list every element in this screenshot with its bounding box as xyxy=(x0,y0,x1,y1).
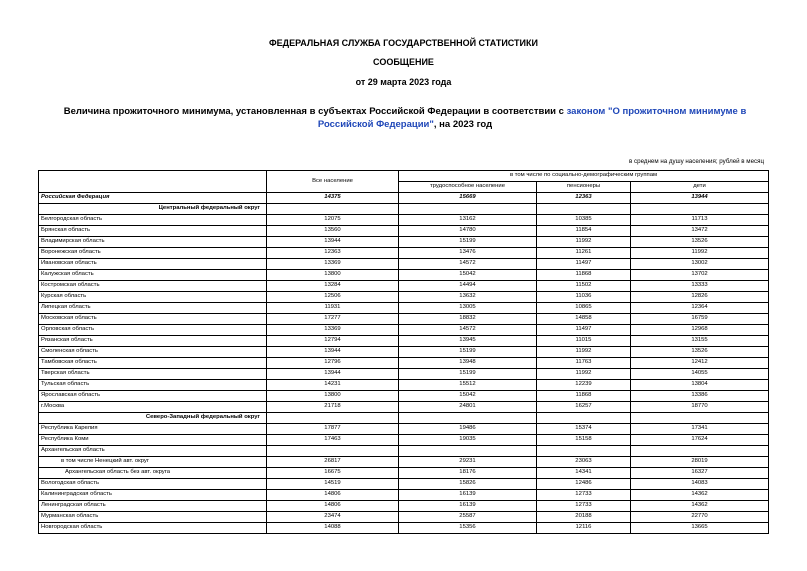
table-row xyxy=(39,369,769,380)
pensioners-cell xyxy=(537,446,631,457)
region-name-cell: Республика Коми xyxy=(39,435,267,446)
region-name-cell: Калининградская область xyxy=(39,490,267,501)
table-row xyxy=(39,193,769,204)
children-cell: 28019 xyxy=(631,457,769,468)
table-row xyxy=(39,215,769,226)
region-name-cell: г.Москва xyxy=(39,402,267,413)
working-population-cell: 15669 xyxy=(399,193,537,204)
working-population-cell: 15512 xyxy=(399,380,537,391)
region-name-cell: Воронежская область xyxy=(39,248,267,259)
all-population-cell: 14519 xyxy=(267,479,399,490)
working-population-cell xyxy=(399,413,537,424)
working-population-cell: 13945 xyxy=(399,336,537,347)
table-row xyxy=(39,435,769,446)
pensioners-cell: 11036 xyxy=(537,292,631,303)
pensioners-cell xyxy=(537,413,631,424)
pensioners-cell: 11854 xyxy=(537,226,631,237)
all-population-cell: 14806 xyxy=(267,501,399,512)
children-cell: 11992 xyxy=(631,248,769,259)
region-name-cell: Мурманская область xyxy=(39,512,267,523)
pensioners-cell: 12239 xyxy=(537,380,631,391)
region-name-cell: Северо-Западный федеральный округ xyxy=(39,413,267,424)
groups-header: в том числе по социально-демографическим группам xyxy=(399,171,769,182)
children-cell: 16327 xyxy=(631,468,769,479)
all-population-cell: 23474 xyxy=(267,512,399,523)
children-header: дети xyxy=(631,182,769,193)
subject-text-before: Величина прожиточного минимума, установленная в субъектах Российской Федерации в соответствии с xyxy=(63,106,567,117)
region-name-cell: Орловская область xyxy=(39,325,267,336)
working-population-cell: 13632 xyxy=(399,292,537,303)
region-name-cell: Белгородская область xyxy=(39,215,267,226)
all-population-cell: 17463 xyxy=(267,435,399,446)
working-population-cell: 25587 xyxy=(399,512,537,523)
children-cell: 13944 xyxy=(631,193,769,204)
all-population-cell: 13944 xyxy=(267,369,399,380)
working-population-cell: 13162 xyxy=(399,215,537,226)
children-cell: 22770 xyxy=(631,512,769,523)
pensioners-cell: 11992 xyxy=(537,237,631,248)
units-note: в среднем на душу населения; рублей в месяц xyxy=(629,158,764,165)
table-row xyxy=(39,512,769,523)
message-date: от 29 марта 2023 года xyxy=(355,77,452,87)
working-population-cell: 13476 xyxy=(399,248,537,259)
working-population-cell: 24801 xyxy=(399,402,537,413)
working-population-cell: 14572 xyxy=(399,325,537,336)
all-population-cell: 12506 xyxy=(267,292,399,303)
region-name-cell: Архангельская область без авт. округа xyxy=(39,468,267,479)
all-population-cell: 13369 xyxy=(267,259,399,270)
working-population-cell: 14494 xyxy=(399,281,537,292)
working-population-cell: 13005 xyxy=(399,303,537,314)
table-row xyxy=(39,490,769,501)
agency-title: ФЕДЕРАЛЬНАЯ СЛУЖБА ГОСУДАРСТВЕННОЙ СТАТИСТИКИ xyxy=(269,38,538,48)
working-population-cell: 15356 xyxy=(399,523,537,534)
children-cell: 13002 xyxy=(631,259,769,270)
all-population-cell: 12796 xyxy=(267,358,399,369)
working-population-cell xyxy=(399,204,537,215)
all-population-cell: 17277 xyxy=(267,314,399,325)
pensioners-cell xyxy=(537,204,631,215)
children-cell: 14083 xyxy=(631,479,769,490)
all-population-cell: 14806 xyxy=(267,490,399,501)
table-row xyxy=(39,237,769,248)
working-population-cell: 14780 xyxy=(399,226,537,237)
region-name-cell: Калужская область xyxy=(39,270,267,281)
table-body xyxy=(39,193,769,534)
children-cell: 18770 xyxy=(631,402,769,413)
pensioners-cell: 11502 xyxy=(537,281,631,292)
pensioners-cell: 23063 xyxy=(537,457,631,468)
children-cell: 13472 xyxy=(631,226,769,237)
law-link[interactable]: законом "О прожиточном минимуме в Российской Федерации" xyxy=(317,106,747,130)
all-population-cell: 13560 xyxy=(267,226,399,237)
working-population-cell: 19486 xyxy=(399,424,537,435)
table-row xyxy=(39,259,769,270)
children-cell: 12412 xyxy=(631,358,769,369)
region-name-cell: Рязанская область xyxy=(39,336,267,347)
children-cell xyxy=(631,413,769,424)
table-row xyxy=(39,347,769,358)
table-row xyxy=(39,292,769,303)
region-name-cell: Владимирская область xyxy=(39,237,267,248)
children-cell: 16759 xyxy=(631,314,769,325)
all-population-cell: 14231 xyxy=(267,380,399,391)
region-name-cell: Ивановская область xyxy=(39,259,267,270)
all-population-cell: 12794 xyxy=(267,336,399,347)
all-population-header: Все население xyxy=(267,171,399,193)
all-population-cell: 14375 xyxy=(267,193,399,204)
table-row xyxy=(39,446,769,457)
working-population-cell: 13948 xyxy=(399,358,537,369)
working-population-cell: 16139 xyxy=(399,490,537,501)
table-row xyxy=(39,226,769,237)
table-row xyxy=(39,314,769,325)
table-row xyxy=(39,479,769,490)
pensioners-cell: 11015 xyxy=(537,336,631,347)
region-name-cell: Ленинградская область xyxy=(39,501,267,512)
region-name-cell: Центральный федеральный округ xyxy=(39,204,267,215)
children-cell: 14362 xyxy=(631,501,769,512)
children-cell: 12826 xyxy=(631,292,769,303)
all-population-cell xyxy=(267,446,399,457)
pensioners-cell: 11497 xyxy=(537,259,631,270)
all-population-cell: 11931 xyxy=(267,303,399,314)
children-cell: 12968 xyxy=(631,325,769,336)
region-column-header xyxy=(39,171,267,193)
children-cell: 14055 xyxy=(631,369,769,380)
region-name-cell: Брянская область xyxy=(39,226,267,237)
children-cell xyxy=(631,204,769,215)
region-name-cell: Новгородская область xyxy=(39,523,267,534)
pensioners-cell: 10385 xyxy=(537,215,631,226)
all-population-cell: 13944 xyxy=(267,347,399,358)
working-population-cell: 15199 xyxy=(399,347,537,358)
table-row xyxy=(39,457,769,468)
subsistence-minimum-table xyxy=(38,170,769,534)
all-population-cell: 16675 xyxy=(267,468,399,479)
region-name-cell: в том числе Ненецкий авт. округ xyxy=(39,457,267,468)
all-population-cell: 13284 xyxy=(267,281,399,292)
children-cell: 13665 xyxy=(631,523,769,534)
message-title: СООБЩЕНИЕ xyxy=(373,57,434,67)
region-name-cell: Тамбовская область xyxy=(39,358,267,369)
all-population-cell: 13369 xyxy=(267,325,399,336)
region-name-cell: Смоленская область xyxy=(39,347,267,358)
subject-text-after: , на 2023 год xyxy=(433,119,493,130)
table-row xyxy=(39,248,769,259)
pensioners-cell: 12363 xyxy=(537,193,631,204)
table-row xyxy=(39,281,769,292)
table-row xyxy=(39,391,769,402)
pensioners-cell: 11992 xyxy=(537,369,631,380)
region-name-cell: Вологодская область xyxy=(39,479,267,490)
working-population-cell: 19035 xyxy=(399,435,537,446)
all-population-cell xyxy=(267,413,399,424)
pensioners-cell: 12486 xyxy=(537,479,631,490)
pensioners-cell: 11992 xyxy=(537,347,631,358)
working-population-cell: 15199 xyxy=(399,237,537,248)
pensioners-header: пенсионеры xyxy=(537,182,631,193)
children-cell: 17624 xyxy=(631,435,769,446)
region-name-cell: Тульская область xyxy=(39,380,267,391)
working-population-cell: 15042 xyxy=(399,391,537,402)
pensioners-cell: 12733 xyxy=(537,490,631,501)
table-row xyxy=(39,358,769,369)
table-row xyxy=(39,303,769,314)
children-cell: 14362 xyxy=(631,490,769,501)
working-population-cell: 29231 xyxy=(399,457,537,468)
table-row xyxy=(39,523,769,534)
pensioners-cell: 14858 xyxy=(537,314,631,325)
region-name-cell: Ярославская область xyxy=(39,391,267,402)
region-name-cell: Российская Федерация xyxy=(39,193,267,204)
table-row xyxy=(39,413,769,424)
region-name-cell: Липецкая область xyxy=(39,303,267,314)
pensioners-cell: 11868 xyxy=(537,270,631,281)
children-cell xyxy=(631,446,769,457)
table-row xyxy=(39,204,769,215)
pensioners-cell: 15158 xyxy=(537,435,631,446)
table-row xyxy=(39,380,769,391)
children-cell: 13526 xyxy=(631,347,769,358)
working-population-cell: 14572 xyxy=(399,259,537,270)
pensioners-cell: 12116 xyxy=(537,523,631,534)
table-row xyxy=(39,325,769,336)
all-population-cell: 21718 xyxy=(267,402,399,413)
all-population-cell: 12363 xyxy=(267,248,399,259)
all-population-cell xyxy=(267,204,399,215)
region-name-cell: Тверская область xyxy=(39,369,267,380)
working-population-cell: 15199 xyxy=(399,369,537,380)
working-population-cell: 18176 xyxy=(399,468,537,479)
all-population-cell: 12075 xyxy=(267,215,399,226)
pensioners-cell: 11868 xyxy=(537,391,631,402)
children-cell: 13386 xyxy=(631,391,769,402)
region-name-cell: Костромская область xyxy=(39,281,267,292)
children-cell: 12364 xyxy=(631,303,769,314)
table-row xyxy=(39,501,769,512)
all-population-cell: 13944 xyxy=(267,237,399,248)
all-population-cell: 26817 xyxy=(267,457,399,468)
children-cell: 13333 xyxy=(631,281,769,292)
children-cell: 11713 xyxy=(631,215,769,226)
region-name-cell: Курская область xyxy=(39,292,267,303)
working-population-cell: 15826 xyxy=(399,479,537,490)
working-population-cell: 15042 xyxy=(399,270,537,281)
subject-heading xyxy=(50,105,760,131)
pensioners-cell: 20188 xyxy=(537,512,631,523)
all-population-cell: 17877 xyxy=(267,424,399,435)
table-row xyxy=(39,402,769,413)
pensioners-cell: 11497 xyxy=(537,325,631,336)
table-row xyxy=(39,468,769,479)
children-cell: 17341 xyxy=(631,424,769,435)
children-cell: 13702 xyxy=(631,270,769,281)
all-population-cell: 14088 xyxy=(267,523,399,534)
working-population-cell: 18832 xyxy=(399,314,537,325)
all-population-cell: 13800 xyxy=(267,270,399,281)
pensioners-cell: 15374 xyxy=(537,424,631,435)
pensioners-cell: 11261 xyxy=(537,248,631,259)
children-cell: 13155 xyxy=(631,336,769,347)
region-name-cell: Республика Карелия xyxy=(39,424,267,435)
all-population-cell: 13800 xyxy=(267,391,399,402)
working-population-header: трудоспособное население xyxy=(399,182,537,193)
children-cell: 13804 xyxy=(631,380,769,391)
children-cell: 13526 xyxy=(631,237,769,248)
working-population-cell xyxy=(399,446,537,457)
pensioners-cell: 16257 xyxy=(537,402,631,413)
pensioners-cell: 12733 xyxy=(537,501,631,512)
table-row xyxy=(39,424,769,435)
pensioners-cell: 11763 xyxy=(537,358,631,369)
region-name-cell: Московская область xyxy=(39,314,267,325)
pensioners-cell: 14341 xyxy=(537,468,631,479)
table-row xyxy=(39,270,769,281)
table-row xyxy=(39,336,769,347)
working-population-cell: 16139 xyxy=(399,501,537,512)
pensioners-cell: 10865 xyxy=(537,303,631,314)
region-name-cell: Архангельская область xyxy=(39,446,267,457)
